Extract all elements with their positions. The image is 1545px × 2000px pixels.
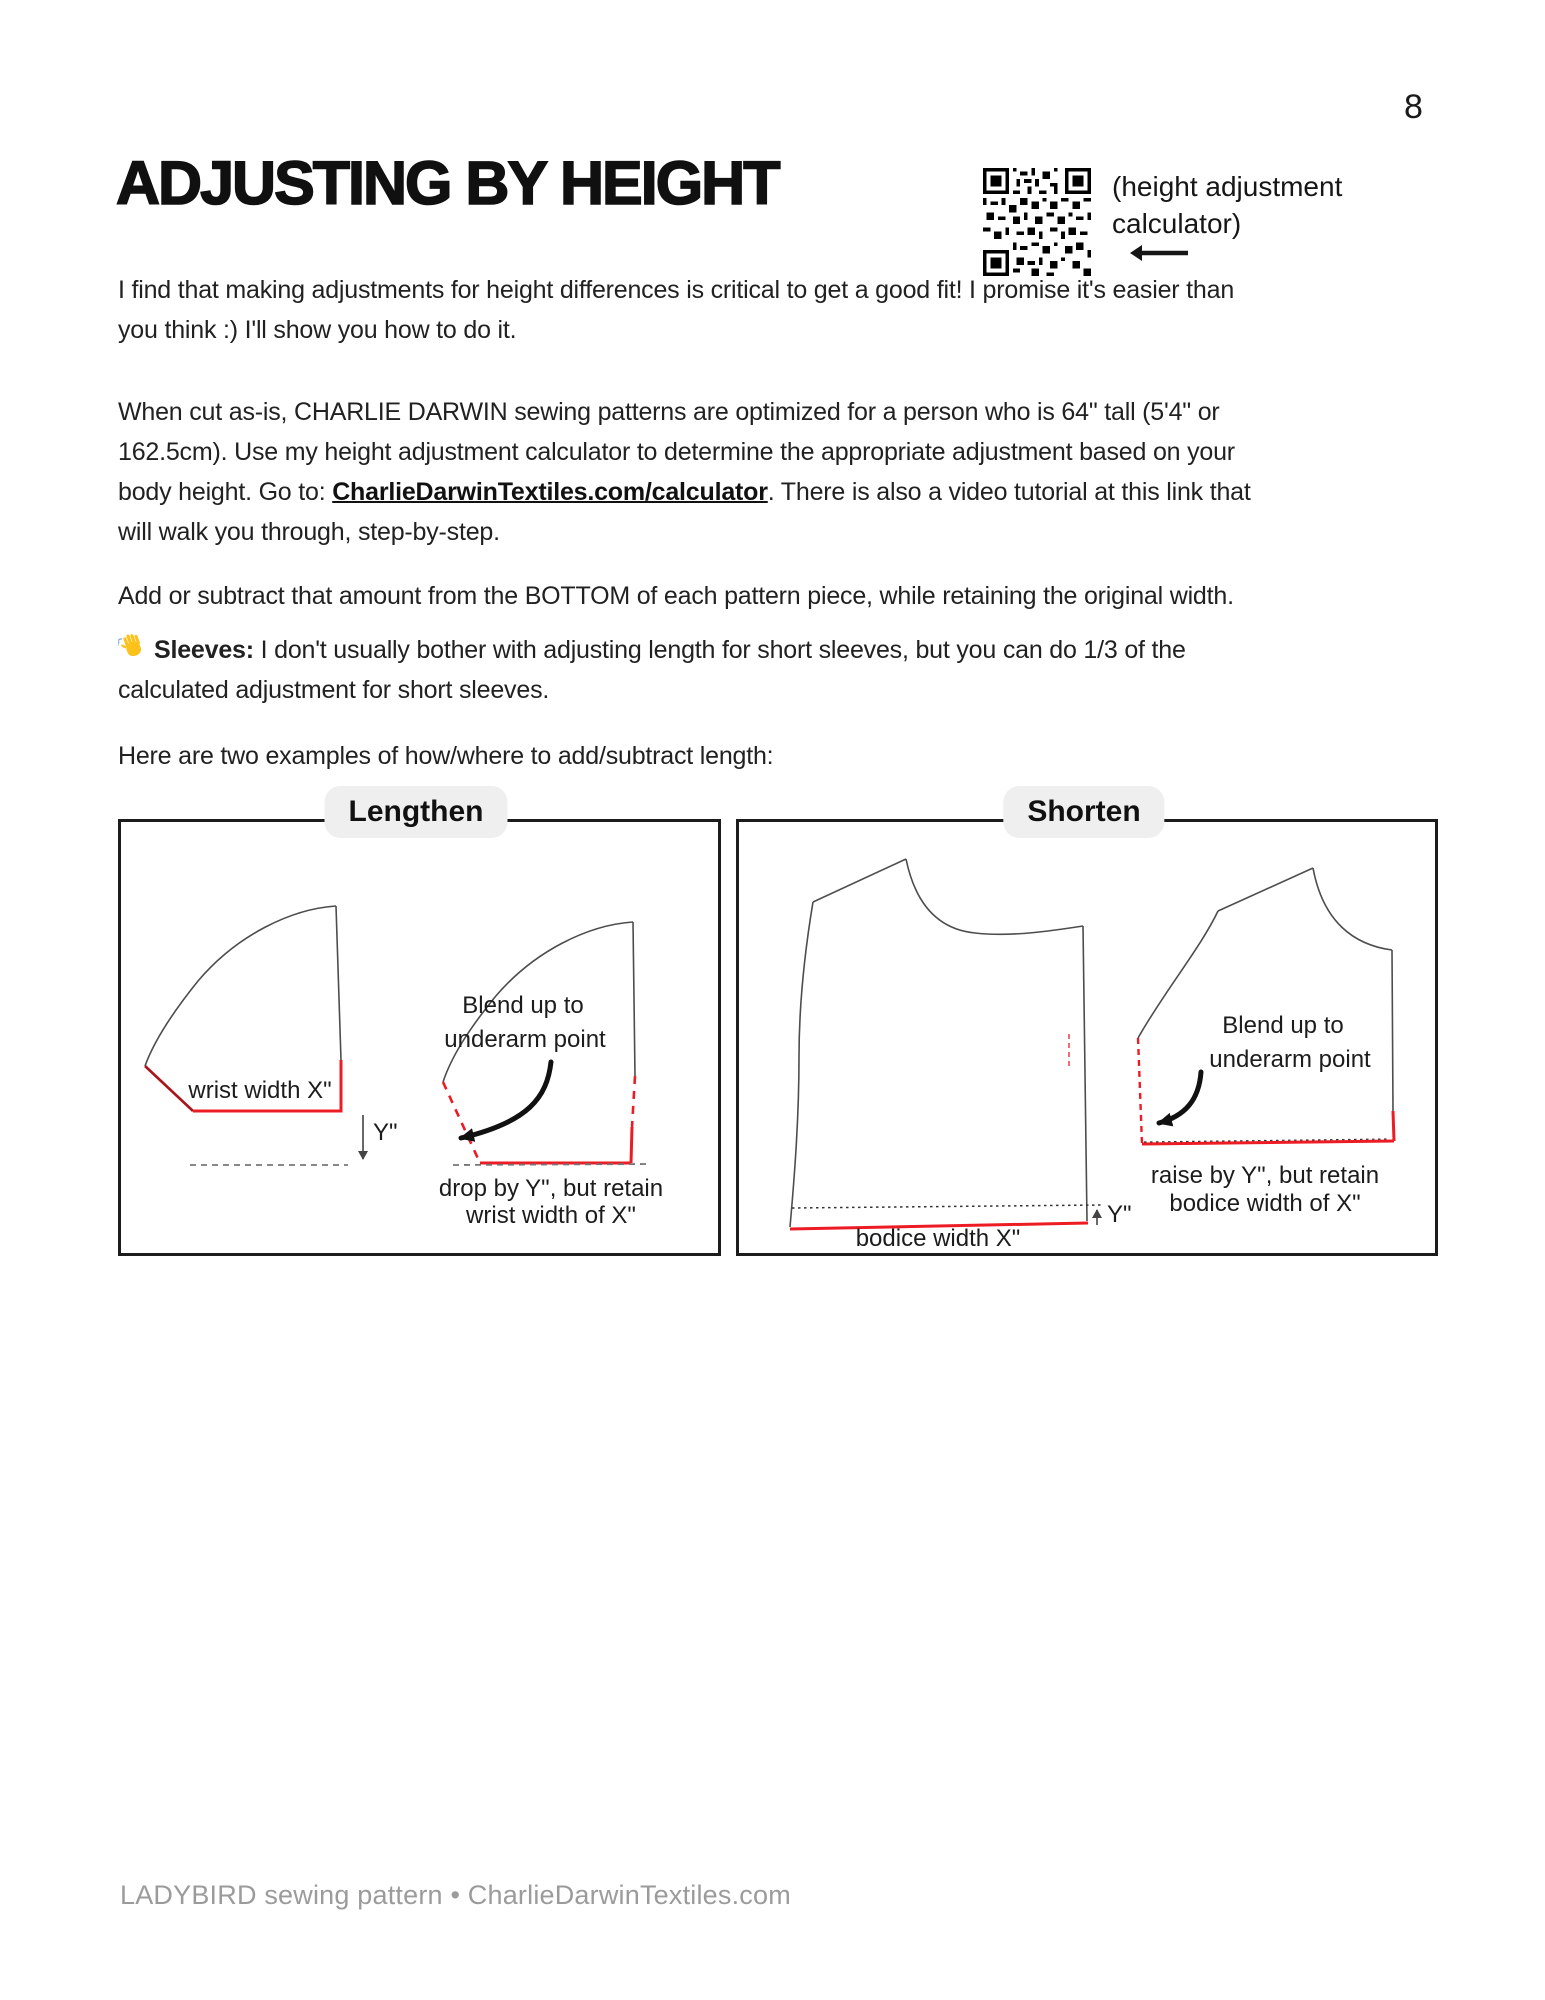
sleeves-line2: calculated adjustment for short sleeves. [118,676,550,704]
y-drop-label: Y" [373,1119,398,1146]
calculator-line2: 162.5cm). Use my height adjustment calculator to determine the appropriate adjustment based on your [118,438,1235,466]
intro-line1: I find that making adjustments for height differences is critical to get a good fit! I promise it's easier than [118,276,1235,304]
calculator-line4: will walk you through, step-by-step. [118,518,500,546]
waving-hand-emoji [118,632,148,662]
sleeves-line1-rest: I don't usually bother with adjusting length for short sleeves, but you can do 1/3 of the [253,636,1186,664]
lengthen-label: Lengthen [325,786,508,838]
calculator-line3 [118,472,1251,512]
lengthen-diagram-box [118,819,721,1256]
page-title: ADJUSTING BY HEIGHT [116,149,779,217]
blend-note-line2: underarm point [1209,1046,1371,1073]
shorten-diagram-box [736,819,1438,1256]
sleeves-line1 [118,630,1186,670]
calculator-line3-before: body height. Go to: [118,478,333,506]
raise-note-line1: raise by Y", but retain [1150,1162,1380,1189]
qr-caption-line1: (height adjustment [1112,171,1343,202]
calculator-paragraph [118,392,1251,552]
lengthen-diagram [121,822,718,1253]
shorten-label: Shorten [1003,786,1164,838]
footer: LADYBIRD sewing pattern • CharlieDarwinTextiles.com [120,1880,791,1910]
drop-note-line1: drop by Y", but retain [438,1175,664,1202]
wrist-width-label: wrist width X" [188,1077,332,1104]
intro-paragraph [118,270,1234,350]
qr-code [983,168,1091,276]
blend-note-line1: Blend up to [462,992,584,1019]
bodice-width-label: bodice width X" [855,1225,1021,1252]
sleeves-label: Sleeves: [154,636,254,664]
calculator-link[interactable]: CharlieDarwinTextiles.com/calculator [332,478,768,506]
bodice-original-shape [790,859,1101,1229]
sleeves-paragraph [118,630,1186,710]
intro-line2: you think :) I'll show you how to do it. [118,316,517,344]
examples-paragraph: Here are two examples of how/where to add/subtract length: [118,742,774,770]
bodice-shortened-shape [1138,868,1394,1144]
add-subtract-paragraph: Add or subtract that amount from the BOTTOM of each pattern piece, while retaining the original width. [118,582,1234,610]
calculator-line3-after: . There is also a video tutorial at this link that [767,478,1251,506]
qr-caption-line2: calculator) [1112,208,1242,239]
drop-note-line2: wrist width of X" [466,1202,636,1229]
page-number: 8 [1404,88,1423,126]
blend-curved-arrow [461,1062,551,1138]
qr-code-icon [983,168,1091,276]
raise-note-line2: bodice width of X" [1169,1190,1361,1217]
blend-note-line2: underarm point [444,1026,606,1053]
shorten-diagram [739,822,1435,1253]
y-raise-label: Y" [1107,1201,1132,1228]
qr-caption [1112,168,1342,242]
left-arrow-icon [1128,240,1192,271]
blend-curved-arrow [1159,1072,1201,1123]
blend-note-line1: Blend up to [1222,1012,1344,1039]
calculator-line1: When cut as-is, CHARLIE DARWIN sewing patterns are optimized for a person who is 64" tall (5'4" or [118,398,1220,426]
